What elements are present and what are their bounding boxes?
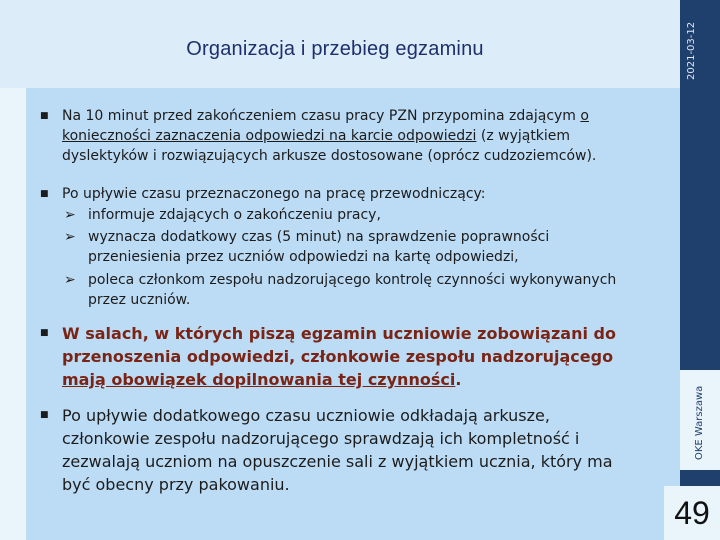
- bullet-text: [62, 322, 620, 391]
- square-bullet-icon: ■: [40, 328, 49, 338]
- bullet-item: [40, 322, 620, 391]
- sub-item: [64, 205, 654, 225]
- sub-item-text: informuje zdających o zakończeniu pracy,: [88, 207, 381, 223]
- date-label: 2021-03-12: [686, 21, 697, 80]
- sub-item: [64, 270, 644, 310]
- sub-item-text: wyznacza dodatkowy czas (5 minut) na sprawdzenie poprawności przeniesienia przez uczniów odpowiedzi na kartę odpowiedzi,: [88, 229, 550, 265]
- bullet-text: [62, 106, 650, 166]
- organization-label: OKE Warszawa: [694, 385, 705, 460]
- bullet-text: Po upływie czasu przeznaczonego na pracę przewodniczący:: [62, 186, 486, 202]
- slide-title: Organizacja i przebieg egzaminu: [186, 38, 484, 60]
- bullet-text-part: Na 10 minut przed zakończeniem czasu pracy PZN przypomina zdającym: [62, 108, 581, 124]
- arrow-bullet-icon: ➢: [64, 207, 76, 223]
- bullet-text: Po upływie dodatkowego czasu uczniowie odkładają arkusze, członkowie zespołu nadzorującego sprawdzają ich kompletność i zezwalają uczniom na opuszczenie sali z wyjątkiem ucznia, który ma być obecny przy pakowaniu.: [62, 406, 613, 494]
- bullet-item: [40, 106, 650, 166]
- arrow-bullet-icon: ➢: [64, 229, 76, 245]
- bullet-text-part: .: [455, 370, 462, 389]
- bullet-text-underlined: mają obowiązek dopilnowania tej czynności: [62, 370, 456, 389]
- square-bullet-icon: ■: [40, 111, 49, 121]
- page-number: 49: [664, 486, 720, 540]
- bullet-text-part: (z wyjątkiem dyslektyków i rozwiązujących arkusze dostosowane (oprócz cudzoziemców).: [62, 128, 597, 164]
- sub-item-text: poleca członkom zespołu nadzorującego kontrolę czynności wykonywanych przez uczniów.: [88, 272, 617, 308]
- square-bullet-icon: ■: [40, 410, 49, 420]
- bullet-item: [40, 404, 640, 496]
- arrow-bullet-icon: ➢: [64, 272, 76, 288]
- bullet-item: [40, 184, 660, 204]
- sub-item: [64, 227, 624, 267]
- bullet-text-underlined: o konieczności zaznaczenia odpowiedzi na karcie odpowiedzi: [62, 108, 589, 144]
- bullet-text-part: W salach, w których piszą egzamin uczniowie zobowiązani do przenoszenia odpowiedzi, członkowie zespołu nadzorującego: [62, 324, 616, 366]
- square-bullet-icon: ■: [40, 189, 49, 199]
